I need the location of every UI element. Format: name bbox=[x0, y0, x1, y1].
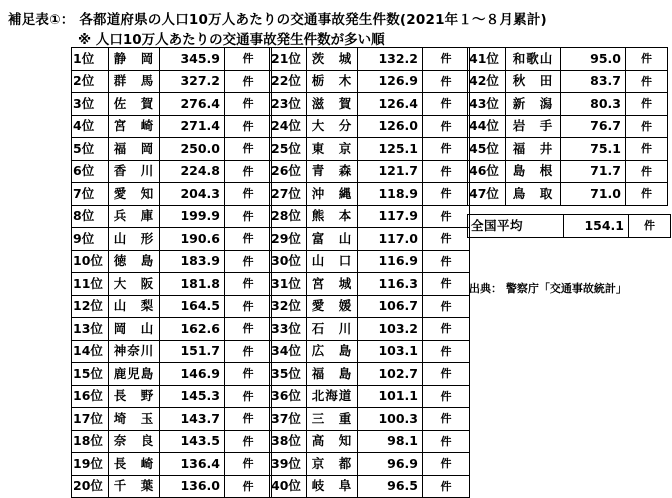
prefecture-cell: 大 分 bbox=[307, 115, 358, 138]
prefecture-cell: 熊 本 bbox=[307, 205, 358, 228]
table-row bbox=[72, 160, 272, 183]
table-row bbox=[72, 318, 272, 341]
rank-cell: 10位 bbox=[72, 250, 109, 273]
unit-cell: 件 bbox=[626, 115, 668, 138]
rank-cell: 28位 bbox=[270, 205, 307, 228]
table-row bbox=[72, 408, 272, 431]
unit-cell: 件 bbox=[423, 318, 470, 341]
unit-cell: 件 bbox=[225, 295, 272, 318]
value-cell: 71.0 bbox=[561, 183, 626, 206]
rank-cell: 45位 bbox=[468, 138, 506, 161]
prefecture-cell: 京 都 bbox=[307, 453, 358, 476]
value-cell: 75.1 bbox=[561, 138, 626, 161]
prefecture-cell: 長 崎 bbox=[109, 453, 160, 476]
rank-cell: 35位 bbox=[270, 363, 307, 386]
rank-cell: 34位 bbox=[270, 340, 307, 363]
unit-cell: 件 bbox=[423, 273, 470, 296]
table-row bbox=[468, 93, 668, 116]
table-row bbox=[270, 115, 470, 138]
value-cell: 190.6 bbox=[160, 228, 225, 251]
prefecture-cell: 岩 手 bbox=[506, 115, 561, 138]
table-row bbox=[270, 385, 470, 408]
value-cell: 136.4 bbox=[160, 453, 225, 476]
prefecture-cell: 長 野 bbox=[109, 385, 160, 408]
unit-cell: 件 bbox=[423, 138, 470, 161]
table-row bbox=[72, 385, 272, 408]
unit-cell: 件 bbox=[225, 48, 272, 71]
unit-cell: 件 bbox=[423, 205, 470, 228]
prefecture-cell: 静 岡 bbox=[109, 48, 160, 71]
table-subtitle: ※ 人口10万人あたりの交通事故発生件数が多い順 bbox=[78, 32, 385, 48]
rank-cell: 30位 bbox=[270, 250, 307, 273]
rank-cell: 37位 bbox=[270, 408, 307, 431]
value-cell: 250.0 bbox=[160, 138, 225, 161]
unit-cell: 件 bbox=[423, 115, 470, 138]
rank-cell: 14位 bbox=[72, 340, 109, 363]
unit-cell: 件 bbox=[626, 138, 668, 161]
unit-cell: 件 bbox=[423, 228, 470, 251]
table-row bbox=[72, 453, 272, 476]
table-row bbox=[270, 453, 470, 476]
rank-cell: 32位 bbox=[270, 295, 307, 318]
rank-cell: 16位 bbox=[72, 385, 109, 408]
rank-cell: 46位 bbox=[468, 160, 506, 183]
value-cell: 101.1 bbox=[358, 385, 423, 408]
prefecture-cell: 鳥 取 bbox=[506, 183, 561, 206]
unit-cell: 件 bbox=[225, 70, 272, 93]
rank-cell: 15位 bbox=[72, 363, 109, 386]
value-cell: 103.2 bbox=[358, 318, 423, 341]
rank-cell: 36位 bbox=[270, 385, 307, 408]
table-row bbox=[72, 295, 272, 318]
prefecture-cell: 秋 田 bbox=[506, 70, 561, 93]
value-cell: 145.3 bbox=[160, 385, 225, 408]
rank-cell: 22位 bbox=[270, 70, 307, 93]
value-cell: 118.9 bbox=[358, 183, 423, 206]
prefecture-cell: 富 山 bbox=[307, 228, 358, 251]
value-cell: 276.4 bbox=[160, 93, 225, 116]
table-row bbox=[72, 70, 272, 93]
rank-cell: 1位 bbox=[72, 48, 109, 71]
national-average-label: 全国平均 bbox=[468, 215, 564, 238]
table-row bbox=[72, 48, 272, 71]
table-row bbox=[270, 70, 470, 93]
table-row bbox=[270, 408, 470, 431]
value-cell: 327.2 bbox=[160, 70, 225, 93]
prefecture-cell: 香 川 bbox=[109, 160, 160, 183]
unit-cell: 件 bbox=[423, 93, 470, 116]
value-cell: 121.7 bbox=[358, 160, 423, 183]
table-row bbox=[468, 70, 668, 93]
ranking-table-1-20 bbox=[71, 47, 272, 498]
value-cell: 76.7 bbox=[561, 115, 626, 138]
unit-cell: 件 bbox=[626, 48, 668, 71]
value-cell: 271.4 bbox=[160, 115, 225, 138]
value-cell: 95.0 bbox=[561, 48, 626, 71]
table-row bbox=[72, 475, 272, 498]
unit-cell: 件 bbox=[225, 183, 272, 206]
unit-cell: 件 bbox=[423, 408, 470, 431]
value-cell: 117.9 bbox=[358, 205, 423, 228]
prefecture-cell: 栃 木 bbox=[307, 70, 358, 93]
ranking-table-21-40 bbox=[269, 47, 470, 498]
rank-cell: 33位 bbox=[270, 318, 307, 341]
unit-cell: 件 bbox=[423, 295, 470, 318]
prefecture-cell: 佐 賀 bbox=[109, 93, 160, 116]
unit-cell: 件 bbox=[225, 408, 272, 431]
unit-cell: 件 bbox=[626, 70, 668, 93]
unit-cell: 件 bbox=[423, 160, 470, 183]
table-row bbox=[72, 363, 272, 386]
value-cell: 116.9 bbox=[358, 250, 423, 273]
prefecture-cell: 新 潟 bbox=[506, 93, 561, 116]
rank-cell: 12位 bbox=[72, 295, 109, 318]
table-row bbox=[468, 115, 668, 138]
prefecture-cell: 群 馬 bbox=[109, 70, 160, 93]
rank-cell: 23位 bbox=[270, 93, 307, 116]
prefecture-cell: 神奈川 bbox=[109, 340, 160, 363]
value-cell: 103.1 bbox=[358, 340, 423, 363]
table-row bbox=[468, 183, 668, 206]
prefecture-cell: 山 梨 bbox=[109, 295, 160, 318]
unit-cell: 件 bbox=[423, 385, 470, 408]
rank-cell: 17位 bbox=[72, 408, 109, 431]
table-row bbox=[468, 160, 668, 183]
rank-cell: 24位 bbox=[270, 115, 307, 138]
table-row bbox=[72, 93, 272, 116]
table-row bbox=[270, 93, 470, 116]
unit-cell: 件 bbox=[225, 93, 272, 116]
prefecture-cell: 福 岡 bbox=[109, 138, 160, 161]
table-row bbox=[270, 138, 470, 161]
rank-cell: 5位 bbox=[72, 138, 109, 161]
rank-cell: 2位 bbox=[72, 70, 109, 93]
unit-cell: 件 bbox=[423, 340, 470, 363]
value-cell: 204.3 bbox=[160, 183, 225, 206]
prefecture-cell: 岐 阜 bbox=[307, 475, 358, 498]
table-row bbox=[468, 48, 668, 71]
value-cell: 345.9 bbox=[160, 48, 225, 71]
table-title: 補足表①： 各都道府県の人口10万人あたりの交通事故発生件数(2021年１～８月累計) bbox=[8, 12, 547, 28]
rank-cell: 7位 bbox=[72, 183, 109, 206]
value-cell: 83.7 bbox=[561, 70, 626, 93]
value-cell: 102.7 bbox=[358, 363, 423, 386]
value-cell: 143.7 bbox=[160, 408, 225, 431]
rank-cell: 21位 bbox=[270, 48, 307, 71]
unit-cell: 件 bbox=[423, 363, 470, 386]
table-row bbox=[72, 228, 272, 251]
rank-cell: 6位 bbox=[72, 160, 109, 183]
value-cell: 126.4 bbox=[358, 93, 423, 116]
unit-cell: 件 bbox=[423, 48, 470, 71]
rank-cell: 13位 bbox=[72, 318, 109, 341]
prefecture-cell: 岡 山 bbox=[109, 318, 160, 341]
unit-cell: 件 bbox=[423, 70, 470, 93]
source-note: 出典： 警察庁「交通事故統計」 bbox=[469, 282, 627, 295]
unit-cell: 件 bbox=[626, 183, 668, 206]
prefecture-cell: 三 重 bbox=[307, 408, 358, 431]
rank-cell: 4位 bbox=[72, 115, 109, 138]
rank-cell: 38位 bbox=[270, 430, 307, 453]
prefecture-cell: 宮 崎 bbox=[109, 115, 160, 138]
rank-cell: 43位 bbox=[468, 93, 506, 116]
value-cell: 136.0 bbox=[160, 475, 225, 498]
rank-cell: 44位 bbox=[468, 115, 506, 138]
rank-cell: 31位 bbox=[270, 273, 307, 296]
value-cell: 199.9 bbox=[160, 205, 225, 228]
rank-cell: 39位 bbox=[270, 453, 307, 476]
value-cell: 183.9 bbox=[160, 250, 225, 273]
value-cell: 98.1 bbox=[358, 430, 423, 453]
unit-cell: 件 bbox=[225, 340, 272, 363]
unit-cell: 件 bbox=[626, 93, 668, 116]
unit-cell: 件 bbox=[423, 430, 470, 453]
rank-cell: 20位 bbox=[72, 475, 109, 498]
prefecture-cell: 滋 賀 bbox=[307, 93, 358, 116]
ranking-table-41-47 bbox=[467, 47, 668, 206]
rank-cell: 42位 bbox=[468, 70, 506, 93]
prefecture-cell: 山 形 bbox=[109, 228, 160, 251]
unit-cell: 件 bbox=[225, 273, 272, 296]
unit-cell: 件 bbox=[423, 475, 470, 498]
prefecture-cell: 沖 縄 bbox=[307, 183, 358, 206]
rank-cell: 8位 bbox=[72, 205, 109, 228]
table-row bbox=[72, 430, 272, 453]
national-average-value: 154.1 bbox=[564, 215, 629, 238]
value-cell: 143.5 bbox=[160, 430, 225, 453]
value-cell: 125.1 bbox=[358, 138, 423, 161]
value-cell: 126.0 bbox=[358, 115, 423, 138]
unit-cell: 件 bbox=[225, 363, 272, 386]
value-cell: 162.6 bbox=[160, 318, 225, 341]
table-row bbox=[270, 160, 470, 183]
unit-cell: 件 bbox=[225, 385, 272, 408]
prefecture-cell: 和歌山 bbox=[506, 48, 561, 71]
unit-cell: 件 bbox=[225, 453, 272, 476]
prefecture-cell: 山 口 bbox=[307, 250, 358, 273]
table-row bbox=[72, 273, 272, 296]
prefecture-cell: 兵 庫 bbox=[109, 205, 160, 228]
value-cell: 224.8 bbox=[160, 160, 225, 183]
value-cell: 116.3 bbox=[358, 273, 423, 296]
table-row bbox=[468, 138, 668, 161]
table-row bbox=[270, 273, 470, 296]
value-cell: 126.9 bbox=[358, 70, 423, 93]
prefecture-cell: 石 川 bbox=[307, 318, 358, 341]
rank-cell: 19位 bbox=[72, 453, 109, 476]
unit-cell: 件 bbox=[225, 430, 272, 453]
prefecture-cell: 徳 島 bbox=[109, 250, 160, 273]
rank-cell: 47位 bbox=[468, 183, 506, 206]
rank-cell: 29位 bbox=[270, 228, 307, 251]
rank-cell: 26位 bbox=[270, 160, 307, 183]
table-row bbox=[270, 295, 470, 318]
table-row bbox=[72, 183, 272, 206]
prefecture-cell: 埼 玉 bbox=[109, 408, 160, 431]
prefecture-cell: 鹿児島 bbox=[109, 363, 160, 386]
prefecture-cell: 北海道 bbox=[307, 385, 358, 408]
table-row bbox=[270, 340, 470, 363]
prefecture-cell: 広 島 bbox=[307, 340, 358, 363]
unit-cell: 件 bbox=[225, 318, 272, 341]
unit-cell: 件 bbox=[225, 250, 272, 273]
rank-cell: 9位 bbox=[72, 228, 109, 251]
table-row bbox=[270, 228, 470, 251]
value-cell: 164.5 bbox=[160, 295, 225, 318]
rank-cell: 27位 bbox=[270, 183, 307, 206]
prefecture-cell: 茨 城 bbox=[307, 48, 358, 71]
rank-cell: 3位 bbox=[72, 93, 109, 116]
value-cell: 106.7 bbox=[358, 295, 423, 318]
prefecture-cell: 愛 知 bbox=[109, 183, 160, 206]
table-row bbox=[270, 183, 470, 206]
unit-cell: 件 bbox=[225, 475, 272, 498]
prefecture-cell: 福 島 bbox=[307, 363, 358, 386]
value-cell: 96.9 bbox=[358, 453, 423, 476]
unit-cell: 件 bbox=[423, 183, 470, 206]
value-cell: 132.2 bbox=[358, 48, 423, 71]
prefecture-cell: 島 根 bbox=[506, 160, 561, 183]
unit-cell: 件 bbox=[225, 138, 272, 161]
prefecture-cell: 高 知 bbox=[307, 430, 358, 453]
rank-cell: 18位 bbox=[72, 430, 109, 453]
unit-cell: 件 bbox=[423, 250, 470, 273]
value-cell: 71.7 bbox=[561, 160, 626, 183]
table-row bbox=[72, 115, 272, 138]
rank-cell: 25位 bbox=[270, 138, 307, 161]
prefecture-cell: 宮 城 bbox=[307, 273, 358, 296]
rank-cell: 41位 bbox=[468, 48, 506, 71]
table-row bbox=[72, 138, 272, 161]
value-cell: 146.9 bbox=[160, 363, 225, 386]
value-cell: 181.8 bbox=[160, 273, 225, 296]
table-row bbox=[270, 430, 470, 453]
unit-cell: 件 bbox=[225, 228, 272, 251]
prefecture-cell: 東 京 bbox=[307, 138, 358, 161]
rank-cell: 11位 bbox=[72, 273, 109, 296]
unit-cell: 件 bbox=[225, 205, 272, 228]
value-cell: 151.7 bbox=[160, 340, 225, 363]
prefecture-cell: 青 森 bbox=[307, 160, 358, 183]
table-row bbox=[270, 205, 470, 228]
national-average-row bbox=[468, 215, 671, 238]
value-cell: 100.3 bbox=[358, 408, 423, 431]
prefecture-cell: 千 葉 bbox=[109, 475, 160, 498]
table-row bbox=[270, 250, 470, 273]
prefecture-cell: 奈 良 bbox=[109, 430, 160, 453]
unit-cell: 件 bbox=[626, 160, 668, 183]
table-row bbox=[72, 205, 272, 228]
national-average-table bbox=[467, 214, 671, 238]
table-row bbox=[72, 250, 272, 273]
unit-cell: 件 bbox=[225, 160, 272, 183]
unit-cell: 件 bbox=[423, 453, 470, 476]
table-row bbox=[270, 363, 470, 386]
value-cell: 80.3 bbox=[561, 93, 626, 116]
prefecture-cell: 大 阪 bbox=[109, 273, 160, 296]
value-cell: 117.0 bbox=[358, 228, 423, 251]
table-row bbox=[72, 340, 272, 363]
value-cell: 96.5 bbox=[358, 475, 423, 498]
prefecture-cell: 福 井 bbox=[506, 138, 561, 161]
table-row bbox=[270, 318, 470, 341]
national-average-unit: 件 bbox=[629, 215, 671, 238]
rank-cell: 40位 bbox=[270, 475, 307, 498]
unit-cell: 件 bbox=[225, 115, 272, 138]
table-row bbox=[270, 475, 470, 498]
table-row bbox=[270, 48, 470, 71]
prefecture-cell: 愛 媛 bbox=[307, 295, 358, 318]
